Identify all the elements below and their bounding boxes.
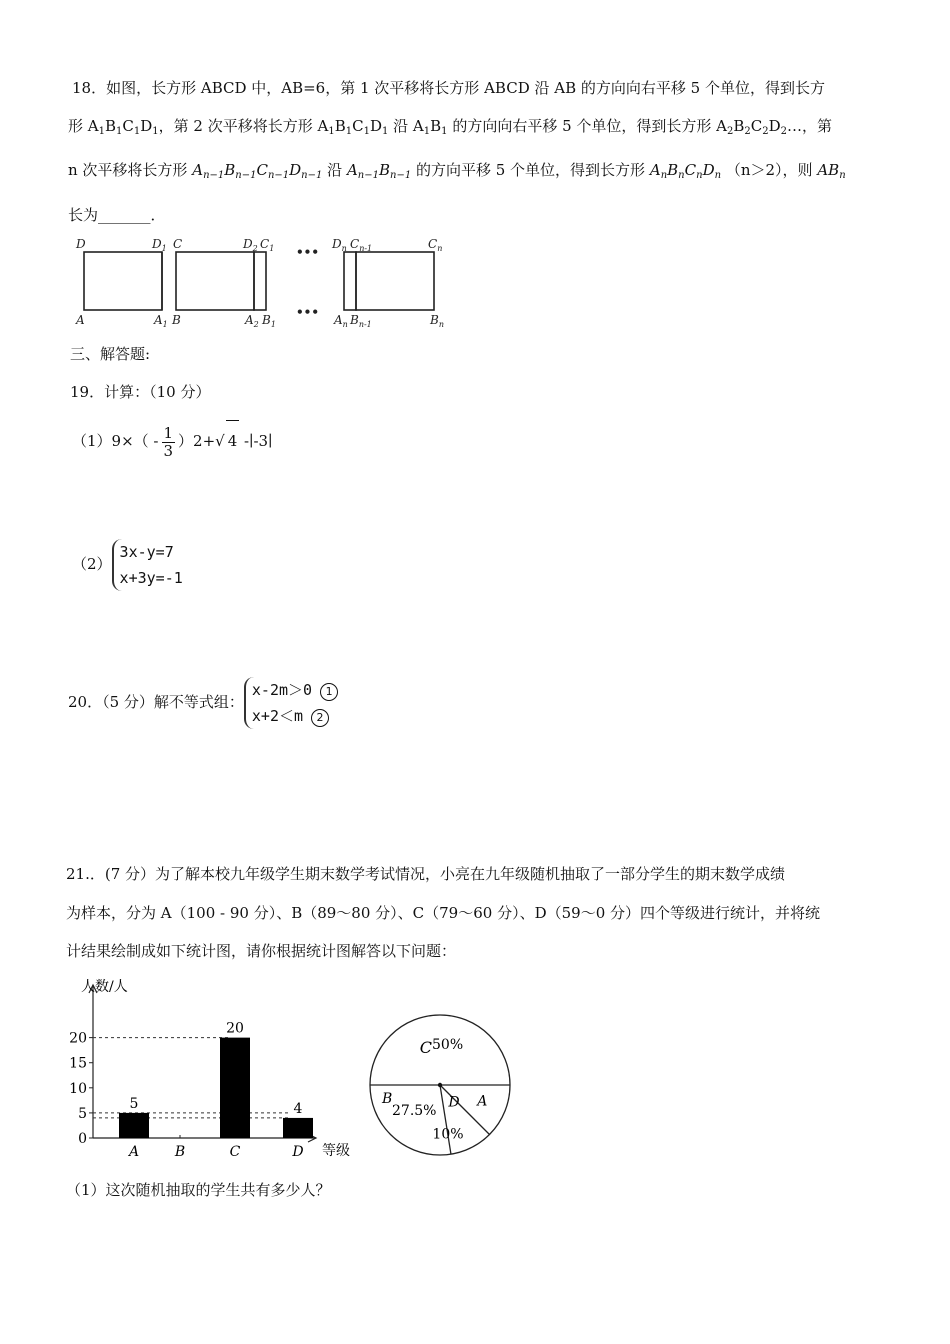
x-tick-label-B: B [174,1144,186,1160]
label-D: D [76,237,86,251]
x-tick-label-D: D [292,1144,304,1160]
pie-chart [368,1000,518,1160]
label-A2: $A_2$ [245,313,259,329]
fraction: $\frac{1}{3}$ [163,423,174,460]
rect-an-1 [344,252,356,310]
pie-label-A: A [477,1093,488,1110]
x-tick-label-C: C [229,1144,241,1160]
data-label-A: 5 [129,1095,139,1112]
section-title: 三、解答题: [70,345,151,363]
q21-sub1: （1）这次随机抽取的学生共有多少人？ [66,1181,331,1199]
q19-part2: （2） 3x-y=7 x+3y=-1 [72,538,183,591]
pie-value-C: 50% [432,1037,464,1053]
q18-line3: n 次平移将长方形 $A_{n-1}B_{n-1}C_{n-1}D_{n-1}$ 沿 $A_{n-1}B_{n-1}$ 的方向平移 5 个单位，得到长方形 $A_nB_nC_nD_n$ （n＞2），则 $AB_n$ [68,161,846,181]
label-Dn: $D_n$ [332,237,347,253]
rect-a2b2c2d2 [254,252,266,310]
pie-value-D: 10% [432,1126,464,1143]
data-label-D: 4 [293,1100,303,1117]
pie-label-D: D [448,1094,460,1111]
q19-part1: （1）9×（ - $\frac{1}{3}$ ）2+√ 4 -∣-3∣ [72,420,272,461]
pie-center [438,1083,442,1087]
x-axis-label: 等级 [322,1143,350,1159]
q21-line2: 为样本，分为 A（100 - 90 分）、B（89～80 分）、C（79～60 分）、D（59～0 分）四个等级进行统计，并将统 [66,904,821,922]
q20: 20．（5 分）解不等式组： x-2m＞0 1 x+2＜m 2 [68,676,338,729]
y-tick-label: 15 [69,1055,87,1072]
label-Bn-1: $B_{n-1}$ [350,313,372,329]
label-A: A [76,313,85,327]
rect-anbncndn [356,252,434,310]
x-tick-label-A: A [128,1144,140,1160]
q18-line2: 形 $A_1B_1C_1D_1$，第 2 次平移将长方形 $A_1B_1C_1D_1$ 沿 $A_1B_1$ 的方向向右平移 5 个单位，得到长方形 $A_2B_2C_2D_2\dots$，第 [68,117,833,137]
label-D2: $D_2$ [243,237,258,253]
label-Cn-1: $C_{n-1}$ [350,237,373,253]
label-D1: $D_1$ [152,237,167,253]
y-tick-label: 0 [78,1131,87,1147]
label-C1: $C_1$ [260,237,275,253]
y-tick-label: 20 [69,1030,87,1047]
label-B: B [172,313,181,327]
rect-abcd [84,252,162,310]
ellipsis-top: ••• [296,245,320,259]
label-Bn: $B_n$ [430,313,444,329]
q18-line4: 长为_______． [68,206,166,224]
bar-C [220,1038,250,1138]
ellipsis-bottom: ••• [296,305,320,319]
circle-1-icon: 1 [320,683,338,701]
label-B1: $B_1$ [262,313,276,329]
inequality-system: x-2m＞0 1 x+2＜m 2 [244,677,338,729]
pie-label-C: C [419,1038,432,1057]
bar-A [119,1113,149,1138]
q18-figure [70,234,460,330]
q21-line3: 计结果绘制成如下统计图，请你根据统计图解答以下问题： [66,942,457,960]
y-tick-label: 10 [69,1080,87,1097]
pie-label-B: B [382,1091,393,1107]
equation-system: 3x-y=7 x+3y=-1 [112,539,183,591]
q19-title: 19．计算：（10 分） [70,383,211,401]
data-label-C: 20 [226,1020,244,1037]
y-axis-label: 人数/人 [81,979,128,995]
y-tick-label: 5 [78,1105,87,1122]
q18-line1: 18．如图，长方形 ABCD 中，AB=6，第 1 次平移将长方形 ABCD 沿 AB 的方向向右平移 5 个单位，得到长方 [72,79,825,97]
circle-2-icon: 2 [311,709,329,727]
bar-chart [60,975,360,1165]
label-Cn: $C_n$ [428,237,443,253]
label-C: C [173,237,183,251]
label-A1: $A_1$ [154,313,168,329]
bar-D [283,1118,313,1138]
q21-line1: 21.．(7 分）为了解本校九年级学生期末数学考试情况，小亮在九年级随机抽取了一部分学生的期末数学成绩 [66,865,786,883]
label-An: $A_n$ [334,313,348,329]
pie-value-B: 27.5% [392,1103,437,1119]
rect-a1b1c1d1 [176,252,254,310]
